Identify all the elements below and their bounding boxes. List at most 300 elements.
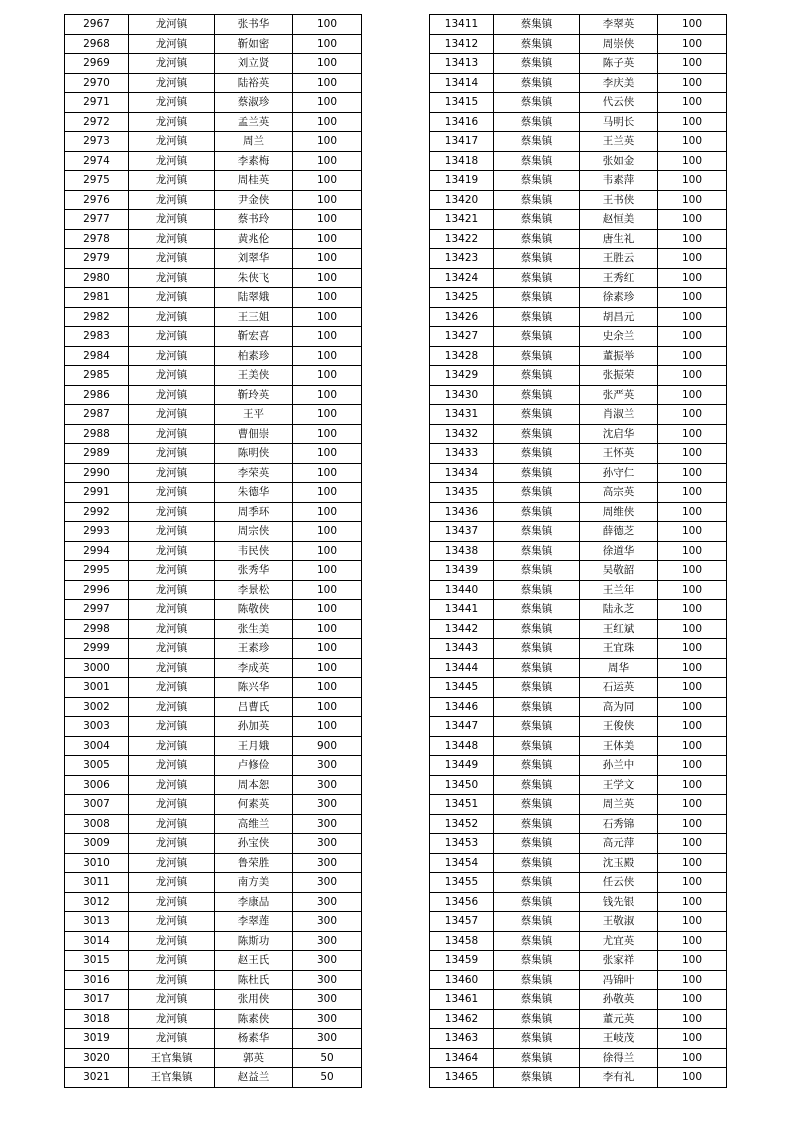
cell-id: 3011 [65, 873, 129, 893]
table-row [430, 73, 727, 93]
cell-town: 龙河镇 [129, 249, 215, 269]
cell-amount: 300 [293, 775, 362, 795]
table-row [65, 444, 362, 464]
cell-name: 蔡书玲 [215, 210, 293, 230]
table-row [430, 268, 727, 288]
table-row [65, 951, 362, 971]
cell-id: 13433 [430, 444, 494, 464]
cell-amount: 100 [658, 756, 727, 776]
cell-town: 龙河镇 [129, 151, 215, 171]
cell-name: 孙敬英 [580, 990, 658, 1010]
cell-town: 蔡集镇 [494, 346, 580, 366]
cell-id: 13459 [430, 951, 494, 971]
cell-amount: 100 [658, 990, 727, 1010]
cell-town: 龙河镇 [129, 288, 215, 308]
cell-name: 张秀华 [215, 561, 293, 581]
cell-town: 蔡集镇 [494, 795, 580, 815]
cell-name: 张严英 [580, 385, 658, 405]
cell-town: 蔡集镇 [494, 171, 580, 191]
cell-town: 龙河镇 [129, 912, 215, 932]
table-row [65, 171, 362, 191]
cell-name: 靳如密 [215, 34, 293, 54]
table-row [430, 736, 727, 756]
cell-id: 13455 [430, 873, 494, 893]
cell-name: 陈素侠 [215, 1009, 293, 1029]
cell-town: 龙河镇 [129, 970, 215, 990]
cell-name: 陆永芝 [580, 600, 658, 620]
cell-amount: 100 [658, 288, 727, 308]
cell-amount: 300 [293, 1029, 362, 1049]
table-row [430, 346, 727, 366]
cell-town: 蔡集镇 [494, 775, 580, 795]
cell-id: 2998 [65, 619, 129, 639]
table-row [65, 249, 362, 269]
table-row [65, 697, 362, 717]
cell-id: 2988 [65, 424, 129, 444]
cell-id: 3000 [65, 658, 129, 678]
cell-name: 史余兰 [580, 327, 658, 347]
cell-town: 龙河镇 [129, 639, 215, 659]
cell-amount: 100 [658, 346, 727, 366]
cell-town: 蔡集镇 [494, 970, 580, 990]
cell-town: 龙河镇 [129, 73, 215, 93]
cell-id: 13461 [430, 990, 494, 1010]
cell-name: 王书侠 [580, 190, 658, 210]
cell-town: 龙河镇 [129, 171, 215, 191]
cell-id: 13458 [430, 931, 494, 951]
cell-id: 2971 [65, 93, 129, 113]
table-row [430, 600, 727, 620]
cell-name: 靳玲英 [215, 385, 293, 405]
cell-id: 2977 [65, 210, 129, 230]
cell-name: 李翠英 [580, 15, 658, 35]
table-row [430, 814, 727, 834]
table-row [430, 1048, 727, 1068]
cell-name: 刘翠华 [215, 249, 293, 269]
table-row [65, 873, 362, 893]
cell-town: 蔡集镇 [494, 1009, 580, 1029]
cell-name: 南方美 [215, 873, 293, 893]
cell-id: 2983 [65, 327, 129, 347]
cell-id: 13440 [430, 580, 494, 600]
table-row [65, 717, 362, 737]
cell-town: 龙河镇 [129, 951, 215, 971]
cell-town: 龙河镇 [129, 54, 215, 74]
cell-town: 龙河镇 [129, 268, 215, 288]
table-row [65, 970, 362, 990]
cell-name: 李成英 [215, 658, 293, 678]
cell-amount: 100 [658, 385, 727, 405]
cell-id: 2992 [65, 502, 129, 522]
cell-name: 沈启华 [580, 424, 658, 444]
cell-name: 赵王氏 [215, 951, 293, 971]
cell-amount: 300 [293, 931, 362, 951]
cell-town: 蔡集镇 [494, 444, 580, 464]
table-row [65, 15, 362, 35]
cell-name: 王学文 [580, 775, 658, 795]
table-row [65, 619, 362, 639]
cell-town: 龙河镇 [129, 424, 215, 444]
cell-amount: 100 [658, 658, 727, 678]
cell-name: 王怀英 [580, 444, 658, 464]
cell-id: 13414 [430, 73, 494, 93]
table-row [430, 658, 727, 678]
cell-town: 蔡集镇 [494, 580, 580, 600]
cell-id: 3010 [65, 853, 129, 873]
cell-name: 张书华 [215, 15, 293, 35]
cell-amount: 100 [658, 502, 727, 522]
table-row [430, 1068, 727, 1088]
cell-amount: 100 [293, 697, 362, 717]
cell-amount: 100 [658, 639, 727, 659]
table-row [430, 970, 727, 990]
cell-amount: 100 [658, 892, 727, 912]
table-row [65, 190, 362, 210]
cell-town: 蔡集镇 [494, 561, 580, 581]
cell-id: 13417 [430, 132, 494, 152]
cell-id: 13413 [430, 54, 494, 74]
cell-amount: 100 [658, 1009, 727, 1029]
cell-id: 13422 [430, 229, 494, 249]
cell-amount: 100 [293, 249, 362, 269]
cell-amount: 300 [293, 990, 362, 1010]
cell-name: 张生美 [215, 619, 293, 639]
cell-id: 2974 [65, 151, 129, 171]
cell-id: 13436 [430, 502, 494, 522]
cell-name: 曹佃崇 [215, 424, 293, 444]
table-row [65, 756, 362, 776]
cell-amount: 100 [658, 931, 727, 951]
cell-name: 蔡淑珍 [215, 93, 293, 113]
cell-id: 3021 [65, 1068, 129, 1088]
cell-name: 韦民侠 [215, 541, 293, 561]
cell-amount: 100 [293, 561, 362, 581]
cell-amount: 100 [658, 73, 727, 93]
table-row [430, 307, 727, 327]
cell-town: 龙河镇 [129, 385, 215, 405]
cell-id: 13412 [430, 34, 494, 54]
cell-amount: 100 [658, 268, 727, 288]
cell-id: 3020 [65, 1048, 129, 1068]
cell-name: 吕曹氏 [215, 697, 293, 717]
cell-amount: 300 [293, 951, 362, 971]
cell-id: 13441 [430, 600, 494, 620]
cell-town: 蔡集镇 [494, 483, 580, 503]
cell-id: 3015 [65, 951, 129, 971]
cell-name: 郭英 [215, 1048, 293, 1068]
cell-town: 蔡集镇 [494, 1029, 580, 1049]
cell-id: 3013 [65, 912, 129, 932]
cell-name: 陈敬侠 [215, 600, 293, 620]
cell-id: 13449 [430, 756, 494, 776]
cell-name: 李景松 [215, 580, 293, 600]
cell-name: 朱侠飞 [215, 268, 293, 288]
cell-amount: 100 [658, 463, 727, 483]
cell-id: 3012 [65, 892, 129, 912]
cell-name: 高维兰 [215, 814, 293, 834]
cell-amount: 100 [658, 600, 727, 620]
cell-id: 13420 [430, 190, 494, 210]
cell-name: 沈玉殿 [580, 853, 658, 873]
cell-town: 蔡集镇 [494, 892, 580, 912]
table-row [430, 502, 727, 522]
cell-id: 13421 [430, 210, 494, 230]
cell-name: 周华 [580, 658, 658, 678]
cell-name: 陈斯功 [215, 931, 293, 951]
cell-id: 2969 [65, 54, 129, 74]
table-row [430, 366, 727, 386]
cell-town: 龙河镇 [129, 1009, 215, 1029]
cell-amount: 100 [293, 405, 362, 425]
cell-id: 13444 [430, 658, 494, 678]
table-row [65, 483, 362, 503]
cell-name: 王三姐 [215, 307, 293, 327]
cell-name: 石秀锦 [580, 814, 658, 834]
cell-name: 尹金侠 [215, 190, 293, 210]
cell-amount: 100 [293, 678, 362, 698]
cell-id: 13416 [430, 112, 494, 132]
cell-town: 蔡集镇 [494, 93, 580, 113]
cell-amount: 100 [658, 619, 727, 639]
cell-id: 13411 [430, 15, 494, 35]
cell-town: 龙河镇 [129, 892, 215, 912]
cell-id: 2984 [65, 346, 129, 366]
cell-amount: 100 [658, 15, 727, 35]
cell-id: 3016 [65, 970, 129, 990]
cell-id: 13434 [430, 463, 494, 483]
table-row [430, 619, 727, 639]
table-row [65, 658, 362, 678]
table-row [430, 775, 727, 795]
cell-amount: 100 [293, 619, 362, 639]
cell-id: 2981 [65, 288, 129, 308]
cell-name: 王俊侠 [580, 717, 658, 737]
cell-id: 3008 [65, 814, 129, 834]
table-row [65, 307, 362, 327]
cell-id: 2970 [65, 73, 129, 93]
cell-name: 孟兰英 [215, 112, 293, 132]
cell-name: 王兰英 [580, 132, 658, 152]
cell-town: 龙河镇 [129, 541, 215, 561]
cell-id: 2990 [65, 463, 129, 483]
cell-id: 2975 [65, 171, 129, 191]
right-table [429, 14, 727, 1088]
cell-id: 13430 [430, 385, 494, 405]
cell-town: 龙河镇 [129, 580, 215, 600]
cell-amount: 300 [293, 795, 362, 815]
cell-amount: 100 [658, 814, 727, 834]
table-row [430, 93, 727, 113]
table-row [65, 678, 362, 698]
table-row [65, 73, 362, 93]
table-row [65, 775, 362, 795]
cell-town: 蔡集镇 [494, 873, 580, 893]
cell-amount: 100 [658, 229, 727, 249]
table-row [430, 912, 727, 932]
cell-name: 高为同 [580, 697, 658, 717]
cell-name: 靳宏喜 [215, 327, 293, 347]
cell-amount: 100 [293, 15, 362, 35]
cell-name: 张如金 [580, 151, 658, 171]
cell-amount: 100 [293, 717, 362, 737]
cell-amount: 100 [293, 73, 362, 93]
cell-town: 龙河镇 [129, 190, 215, 210]
cell-town: 蔡集镇 [494, 307, 580, 327]
cell-amount: 100 [293, 424, 362, 444]
cell-town: 龙河镇 [129, 307, 215, 327]
cell-town: 蔡集镇 [494, 697, 580, 717]
cell-name: 鲁荣胜 [215, 853, 293, 873]
table-row [65, 424, 362, 444]
table-row [430, 834, 727, 854]
cell-town: 蔡集镇 [494, 502, 580, 522]
cell-town: 蔡集镇 [494, 736, 580, 756]
table-row [65, 1009, 362, 1029]
cell-amount: 300 [293, 970, 362, 990]
cell-name: 杨素华 [215, 1029, 293, 1049]
cell-name: 周本恕 [215, 775, 293, 795]
cell-town: 蔡集镇 [494, 249, 580, 269]
cell-id: 13465 [430, 1068, 494, 1088]
cell-amount: 100 [658, 151, 727, 171]
table-row [430, 463, 727, 483]
table-row [430, 717, 727, 737]
cell-id: 13456 [430, 892, 494, 912]
table-row [65, 892, 362, 912]
cell-town: 龙河镇 [129, 1029, 215, 1049]
cell-town: 龙河镇 [129, 600, 215, 620]
cell-amount: 300 [293, 756, 362, 776]
table-row [65, 931, 362, 951]
cell-town: 蔡集镇 [494, 678, 580, 698]
cell-id: 13437 [430, 522, 494, 542]
cell-id: 3017 [65, 990, 129, 1010]
cell-id: 3003 [65, 717, 129, 737]
cell-amount: 100 [293, 346, 362, 366]
cell-name: 韦素萍 [580, 171, 658, 191]
cell-town: 蔡集镇 [494, 151, 580, 171]
cell-id: 13432 [430, 424, 494, 444]
cell-amount: 100 [658, 366, 727, 386]
table-row [430, 34, 727, 54]
cell-town: 蔡集镇 [494, 658, 580, 678]
table-row [65, 990, 362, 1010]
cell-amount: 100 [293, 580, 362, 600]
table-row [430, 853, 727, 873]
cell-name: 周兰 [215, 132, 293, 152]
cell-id: 2978 [65, 229, 129, 249]
cell-name: 陆裕英 [215, 73, 293, 93]
table-row [430, 424, 727, 444]
cell-amount: 100 [658, 54, 727, 74]
cell-name: 肖淑兰 [580, 405, 658, 425]
cell-name: 朱德华 [215, 483, 293, 503]
table-row [430, 951, 727, 971]
cell-name: 徐素珍 [580, 288, 658, 308]
cell-id: 2979 [65, 249, 129, 269]
cell-name: 周维侠 [580, 502, 658, 522]
table-row [65, 210, 362, 230]
cell-name: 高元萍 [580, 834, 658, 854]
table-row [430, 15, 727, 35]
cell-name: 王敬淑 [580, 912, 658, 932]
cell-amount: 100 [658, 697, 727, 717]
cell-town: 龙河镇 [129, 463, 215, 483]
cell-amount: 100 [293, 132, 362, 152]
cell-amount: 100 [293, 268, 362, 288]
table-row [430, 288, 727, 308]
cell-amount: 100 [658, 34, 727, 54]
table-row [430, 54, 727, 74]
cell-name: 陈杜氏 [215, 970, 293, 990]
cell-amount: 100 [658, 853, 727, 873]
cell-town: 蔡集镇 [494, 385, 580, 405]
cell-id: 2980 [65, 268, 129, 288]
table-row [430, 795, 727, 815]
table-row [65, 346, 362, 366]
cell-town: 龙河镇 [129, 658, 215, 678]
table-row [65, 132, 362, 152]
cell-amount: 100 [293, 190, 362, 210]
cell-amount: 300 [293, 834, 362, 854]
cell-name: 王平 [215, 405, 293, 425]
cell-town: 龙河镇 [129, 405, 215, 425]
table-row [430, 931, 727, 951]
cell-id: 13464 [430, 1048, 494, 1068]
cell-id: 2973 [65, 132, 129, 152]
table-row [65, 1048, 362, 1068]
table-row [65, 853, 362, 873]
cell-amount: 100 [658, 736, 727, 756]
cell-town: 蔡集镇 [494, 327, 580, 347]
cell-town: 龙河镇 [129, 814, 215, 834]
table-row [65, 580, 362, 600]
table-row [430, 327, 727, 347]
table-row [65, 795, 362, 815]
cell-amount: 100 [658, 444, 727, 464]
cell-name: 王秀红 [580, 268, 658, 288]
table-row [65, 834, 362, 854]
cell-name: 王宜珠 [580, 639, 658, 659]
cell-id: 13431 [430, 405, 494, 425]
cell-name: 王素珍 [215, 639, 293, 659]
cell-id: 2972 [65, 112, 129, 132]
cell-id: 13418 [430, 151, 494, 171]
cell-town: 蔡集镇 [494, 229, 580, 249]
cell-id: 13462 [430, 1009, 494, 1029]
cell-name: 黄兆伦 [215, 229, 293, 249]
table-row [65, 502, 362, 522]
cell-amount: 100 [293, 307, 362, 327]
cell-name: 赵益兰 [215, 1068, 293, 1088]
cell-name: 高宗英 [580, 483, 658, 503]
cell-town: 蔡集镇 [494, 990, 580, 1010]
cell-id: 13439 [430, 561, 494, 581]
cell-name: 陈兴华 [215, 678, 293, 698]
cell-name: 王月娥 [215, 736, 293, 756]
cell-name: 任云侠 [580, 873, 658, 893]
cell-town: 蔡集镇 [494, 405, 580, 425]
cell-town: 蔡集镇 [494, 931, 580, 951]
cell-name: 孙加英 [215, 717, 293, 737]
cell-town: 龙河镇 [129, 853, 215, 873]
left-table [64, 14, 362, 1088]
table-row [65, 736, 362, 756]
table-row [430, 561, 727, 581]
cell-town: 龙河镇 [129, 327, 215, 347]
cell-amount: 100 [293, 54, 362, 74]
table-row [430, 190, 727, 210]
